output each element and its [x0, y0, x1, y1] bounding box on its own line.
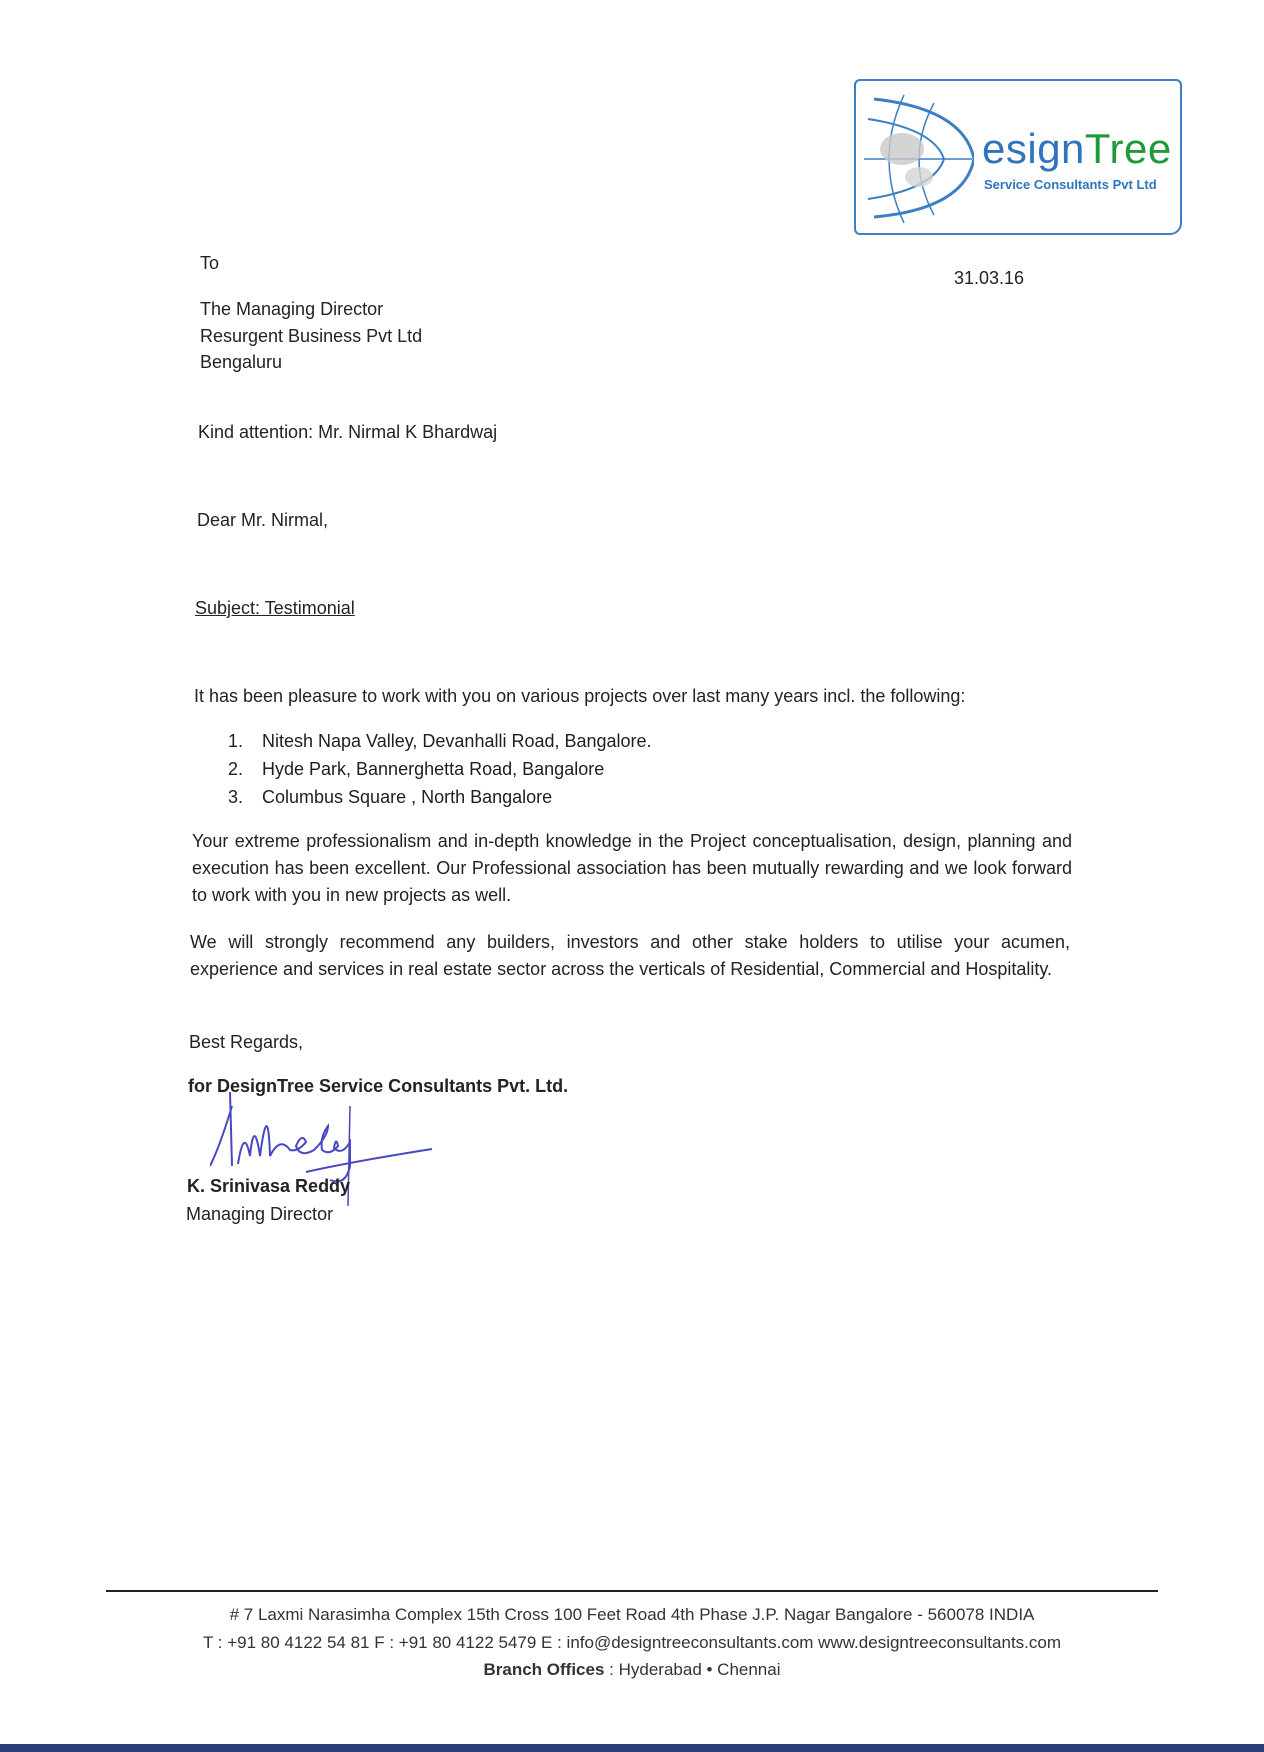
- intro-paragraph: It has been pleasure to work with you on various projects over last many years incl. the following:: [194, 686, 966, 706]
- list-item: 3. Columbus Square , North Bangalore: [228, 787, 553, 807]
- subject-line: Subject: Testimonial: [195, 598, 355, 618]
- globe-logo-icon: [864, 89, 974, 227]
- recipient-line-3: Bengaluru: [200, 352, 283, 372]
- attention-line: Kind attention: Mr. Nirmal K Bhardwaj: [198, 422, 498, 442]
- page-edge: [0, 1744, 1264, 1752]
- body-paragraph-2: We will strongly recommend any builders, investors and other stake holders to utilise your acumen, experience and services in real estate sector across the verticals of Residential, Commercial and Hospitality.: [190, 932, 1070, 979]
- footer-divider: [106, 1590, 1158, 1592]
- footer-address: # 7 Laxmi Narasimha Complex 15th Cross 100 Feet Road 4th Phase J.P. Nagar Bangalore - 560078 INDIA: [229, 1605, 1035, 1624]
- branch-value: : Hyderabad • Chennai: [609, 1660, 781, 1679]
- signatory-title: Managing Director: [186, 1204, 334, 1224]
- footer-branches: [106, 1660, 1158, 1680]
- recipient-line-2: Resurgent Business Pvt Ltd: [200, 326, 423, 346]
- company-signature-line: for DesignTree Service Consultants Pvt. Ltd.: [188, 1076, 569, 1096]
- letter-date: 31.03.16: [954, 268, 1025, 288]
- footer-contact: T : +91 80 4122 54 81 F : +91 80 4122 5479 E : info@designtreeconsultants.com www.designtreeconsultants.com: [202, 1633, 1062, 1652]
- list-item: 1. Nitesh Napa Valley, Devanhalli Road, Bangalore.: [228, 731, 652, 751]
- list-item: 2. Hyde Park, Bannerghetta Road, Bangalore: [228, 759, 605, 779]
- to-label: To: [200, 253, 220, 273]
- salutation: Dear Mr. Nirmal,: [197, 510, 329, 530]
- closing: Best Regards,: [189, 1032, 304, 1052]
- body-paragraph-1: Your extreme professionalism and in-depth knowledge in the Project conceptualisation, design, planning and execution has been excellent. Our Professional association has been mutually rewarding and we look forward to work with you in new projects as well.: [192, 831, 1072, 905]
- signatory-name: K. Srinivasa Reddy: [187, 1176, 351, 1196]
- branch-label: Branch Offices: [483, 1660, 605, 1679]
- project-list: [228, 727, 652, 811]
- logo-tagline: Service Consultants Pvt Ltd: [984, 177, 1157, 192]
- company-logo: [854, 79, 1182, 235]
- recipient-line-1: The Managing Director: [200, 299, 384, 319]
- logo-wordmark: esignTree: [982, 125, 1172, 172]
